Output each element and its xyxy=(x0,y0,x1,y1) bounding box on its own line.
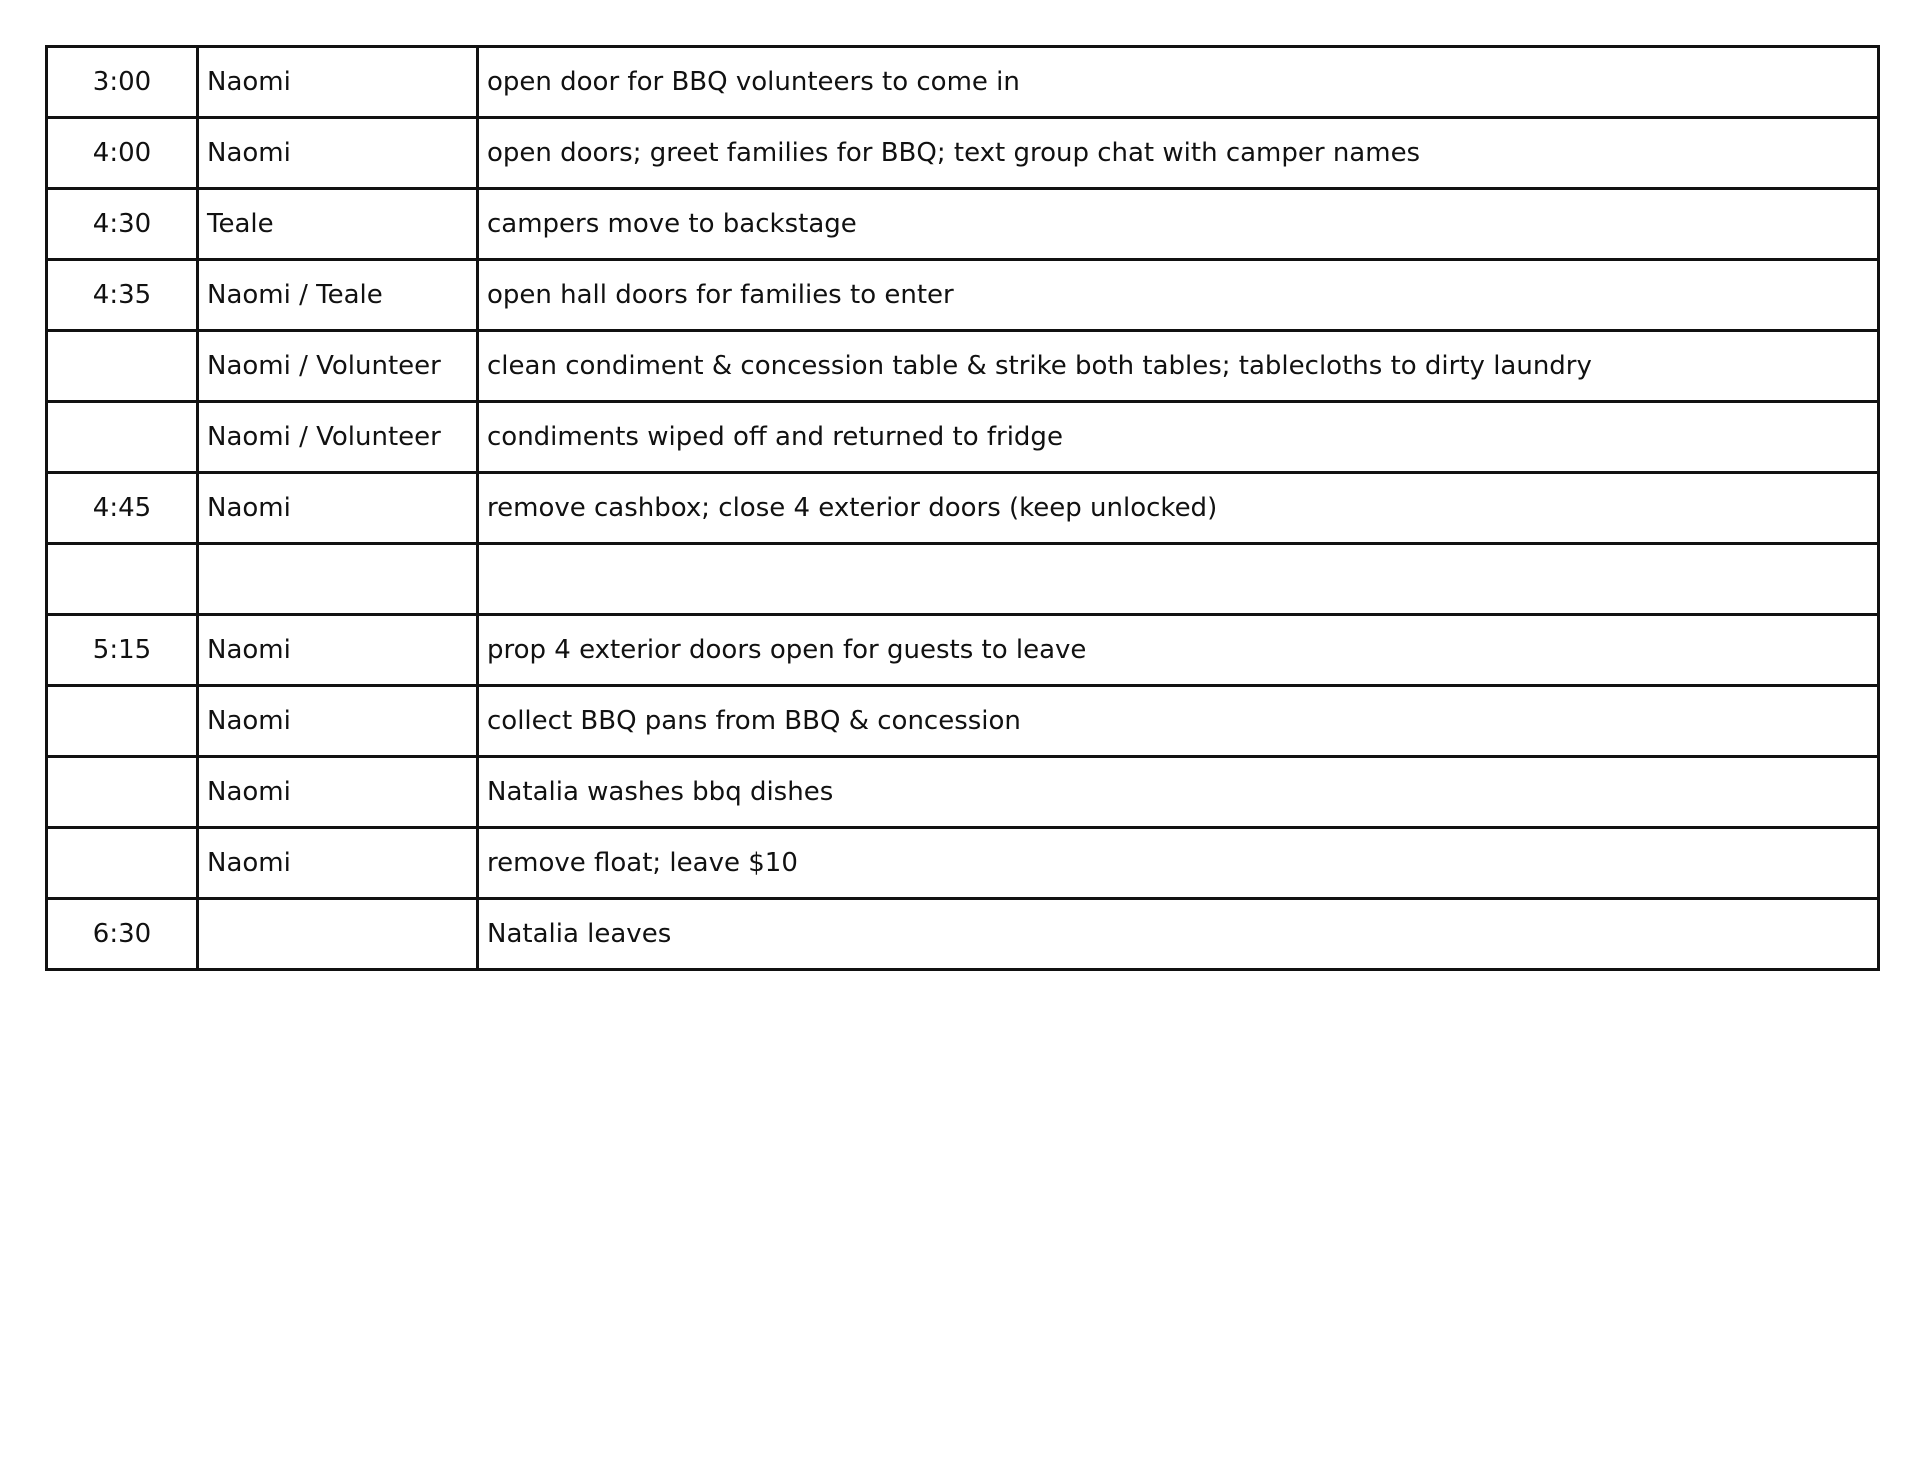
table-row xyxy=(47,686,1879,757)
table-row xyxy=(47,118,1879,189)
time-cell xyxy=(47,402,198,473)
time-cell xyxy=(47,544,198,615)
person-cell: Naomi / Teale xyxy=(198,260,478,331)
time-cell: 5:15 xyxy=(47,615,198,686)
person-cell: Teale xyxy=(198,189,478,260)
task-cell: collect BBQ pans from BBQ & concession xyxy=(478,686,1879,757)
table-row xyxy=(47,899,1879,970)
schedule-table xyxy=(45,45,1880,971)
table-row xyxy=(47,473,1879,544)
task-cell: condiments wiped off and returned to fridge xyxy=(478,402,1879,473)
time-cell: 6:30 xyxy=(47,899,198,970)
time-cell: 4:45 xyxy=(47,473,198,544)
task-cell: clean condiment & concession table & strike both tables; tablecloths to dirty laundry xyxy=(478,331,1879,402)
task-cell xyxy=(478,544,1879,615)
time-cell: 4:00 xyxy=(47,118,198,189)
task-cell: prop 4 exterior doors open for guests to leave xyxy=(478,615,1879,686)
person-cell xyxy=(198,544,478,615)
task-cell: open hall doors for families to enter xyxy=(478,260,1879,331)
table-row xyxy=(47,189,1879,260)
table-row xyxy=(47,402,1879,473)
time-cell xyxy=(47,686,198,757)
table-row xyxy=(47,331,1879,402)
person-cell: Naomi xyxy=(198,118,478,189)
person-cell: Naomi xyxy=(198,615,478,686)
table-row xyxy=(47,47,1879,118)
time-cell: 3:00 xyxy=(47,47,198,118)
person-cell: Naomi xyxy=(198,47,478,118)
time-cell xyxy=(47,331,198,402)
table-row xyxy=(47,757,1879,828)
task-cell: remove float; leave $10 xyxy=(478,828,1879,899)
table-row xyxy=(47,544,1879,615)
person-cell: Naomi xyxy=(198,473,478,544)
time-cell: 4:35 xyxy=(47,260,198,331)
person-cell: Naomi / Volunteer xyxy=(198,331,478,402)
task-cell: open door for BBQ volunteers to come in xyxy=(478,47,1879,118)
schedule-body xyxy=(47,47,1879,970)
time-cell xyxy=(47,757,198,828)
task-cell: open doors; greet families for BBQ; text group chat with camper names xyxy=(478,118,1879,189)
person-cell: Naomi xyxy=(198,686,478,757)
time-cell: 4:30 xyxy=(47,189,198,260)
table-row xyxy=(47,615,1879,686)
task-cell: remove cashbox; close 4 exterior doors (keep unlocked) xyxy=(478,473,1879,544)
time-cell xyxy=(47,828,198,899)
task-cell: campers move to backstage xyxy=(478,189,1879,260)
person-cell: Naomi xyxy=(198,757,478,828)
person-cell xyxy=(198,899,478,970)
table-row xyxy=(47,260,1879,331)
person-cell: Naomi / Volunteer xyxy=(198,402,478,473)
task-cell: Natalia leaves xyxy=(478,899,1879,970)
table-row xyxy=(47,828,1879,899)
task-cell: Natalia washes bbq dishes xyxy=(478,757,1879,828)
person-cell: Naomi xyxy=(198,828,478,899)
